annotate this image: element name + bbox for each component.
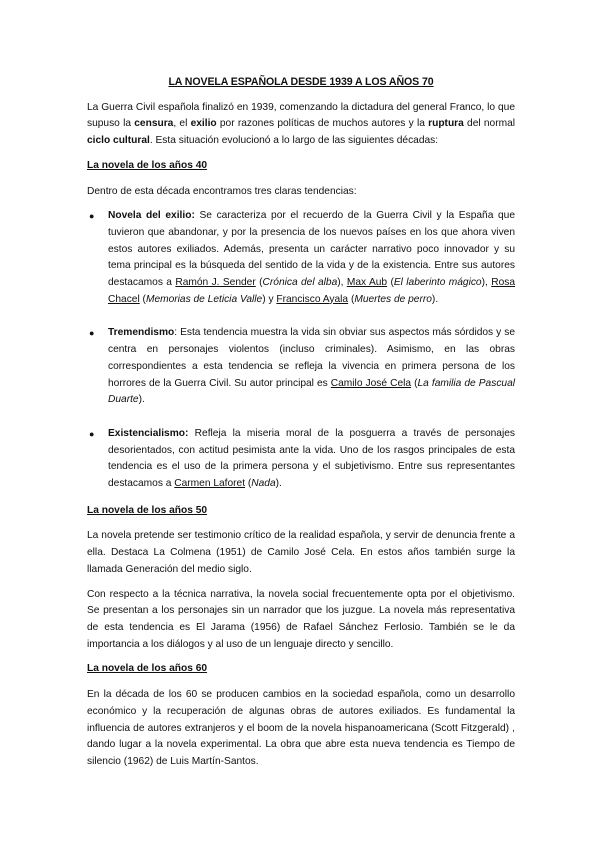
author-name: Carmen Laforet [174, 478, 246, 490]
section-heading-50: La novela de los años 50 [87, 504, 208, 516]
intro-paragraph [87, 100, 515, 150]
intro-text: por razones políticas de muchos autores y la [216, 118, 429, 130]
intro-bold-exilio: exilio [190, 118, 217, 130]
author-name: Rosa Chacel [108, 277, 516, 305]
list-item-exilio: ● Novela del exilio: Se caracteriza por el recuerdo de la Guerra Civil y la España que tuvieron que abandonar, y por la presencia de los nuevos países en los que ahora viven estos autores exiliados. Además, presenta un carácter narrativo poco innovador y su tema principal es la búsqueda del sentido de la vida y de la existencia. Entre sus autores destacamos a Ramón J. Sender (Crónica del alba), Max Aub (El laberinto mágico), Rosa Chacel (Memorias de Leticia Valle) y Francisco Ayala (Muertes de perro). [89, 210, 516, 305]
section60-paragraph-1: En la década de los 60 se producen cambios en la sociedad española, como un desarrollo económico y la recuperación de algunas obras de autores exiliados. Es fundamental la influencia de autores extranjeros y el boom de la novela hispanoamericana (Scott Fitzgerald) , dando lugar a la novela experimental. La obra que abre esta nueva tendencia es Tiempo de silencio (1962) de Luis Martín-Santos. [87, 689, 515, 767]
work-title: Memorias de Leticia Valle [145, 293, 263, 305]
section-heading-60: La novela de los años 60 [87, 663, 208, 675]
intro-text: . Esta situación evolucionó a lo largo de las siguientes décadas: [149, 135, 439, 147]
work-title: Muertes de perro [354, 293, 432, 305]
intro-text: , el [173, 118, 191, 130]
author-name: Ramón J. Sender [175, 277, 256, 289]
intro-bold-censura: censura [134, 118, 174, 130]
list-item-existencialismo: ● Existencialismo: Refleja la miseria moral de la posguerra a través de personajes desorientados, con actitud pesimista ante la vida. Uno de los rasgos principales de esta tendencia es el uso de la primera persona y el subjetivismo. Entre sus representantes destacamos a Carmen Laforet (Nada). [89, 427, 515, 490]
bullet-icon: ● [89, 428, 95, 439]
document-title: LA NOVELA ESPAÑOLA DESDE 1939 A LOS AÑOS 70 [168, 76, 434, 88]
section50-paragraph-1: La novela pretende ser testimonio crítico de la realidad española, y servir de denuncia frente a ella. Destaca La Colmena (1951) de Camilo José Cela. En estos años también surge la llamada Generación del medio siglo. [87, 530, 515, 575]
document-body [87, 74, 515, 779]
tendencies-list [87, 208, 515, 493]
list-item-label: Tremendismo [108, 327, 175, 339]
intro-text: La Guerra Civil española finalizó en 1939, comenzando la dictadura del general Franco, lo que supuso la [87, 101, 515, 130]
author-name: Francisco Ayala [276, 293, 349, 305]
intro-bold-ciclo: ciclo cultural [87, 135, 150, 147]
list-item-text: Se caracteriza por el recuerdo de la Guerra Civil y la España que tuvieron que abandonar, y por la presencia de los nuevos países en los que ahora viven estos autores exiliados. Además, presenta un carácter narrativo poco innovador y su tema principal es la búsqueda del sentido de la vida y de la existencia. Entre sus autores destacamos a [108, 210, 515, 289]
intro-text: del normal [463, 118, 516, 130]
list-item-label: Novela del exilio: [108, 210, 195, 222]
work-title: Nada [251, 478, 276, 490]
list-item-text: Refleja la miseria moral de la posguerra a través de personajes desorientados, con actitud pesimista ante la vida. Uno de los rasgos principales de esta tendencia es el uso de la primera persona y el subjetivismo. Entre sus representantes destacamos a [108, 427, 515, 490]
list-item-tremendismo: ● Tremendismo: Esta tendencia muestra la vida sin obviar sus aspectos más sórdidos y se centra en personajes violentos (incluso criminales). Asimismo, en las obras correspondientes a esta tendencia se refleja la vivencia en primera persona de los horrores de la Guerra Civil. Su autor principal es Camilo José Cela (La familia de Pascual Duarte). [89, 327, 516, 406]
bullet-icon: ● [89, 328, 95, 339]
work-title: El laberinto mágico [393, 277, 482, 289]
author-name: Max Aub [346, 277, 388, 289]
list-item-text: : Esta tendencia muestra la vida sin obviar sus aspectos más sórdidos y se centra en personajes violentos (incluso criminales). Asimismo, en las obras correspondientes a esta tendencia se refleja la vivencia en primera persona de los horrores de la Guerra Civil. Su autor principal es [108, 327, 515, 389]
intro-bold-ruptura: ruptura [428, 118, 464, 130]
work-title: La familia de Pascual Duarte [108, 377, 516, 406]
work-title: Crónica del alba [262, 277, 338, 289]
author-name: Camilo José Cela [330, 377, 412, 389]
section-heading-40: La novela de los años 40 [87, 159, 208, 171]
section50-paragraph-2: Con respecto a la técnica narrativa, la novela social frecuentemente opta por el objetivismo. Se presentan a los personajes sin un narrador que los juzgue. La novela más representativa de esta tendencia es El Jarama (1956) de Rafael Sánchez Ferlosio. También se le da importancia a los diálogos y al uso de un lenguaje directo y sencillo. [87, 588, 515, 650]
list-item-label: Existencialismo: [108, 427, 189, 439]
bullet-icon: ● [89, 211, 95, 222]
section40-intro: Dentro de esta década encontramos tres claras tendencias: [87, 185, 357, 197]
